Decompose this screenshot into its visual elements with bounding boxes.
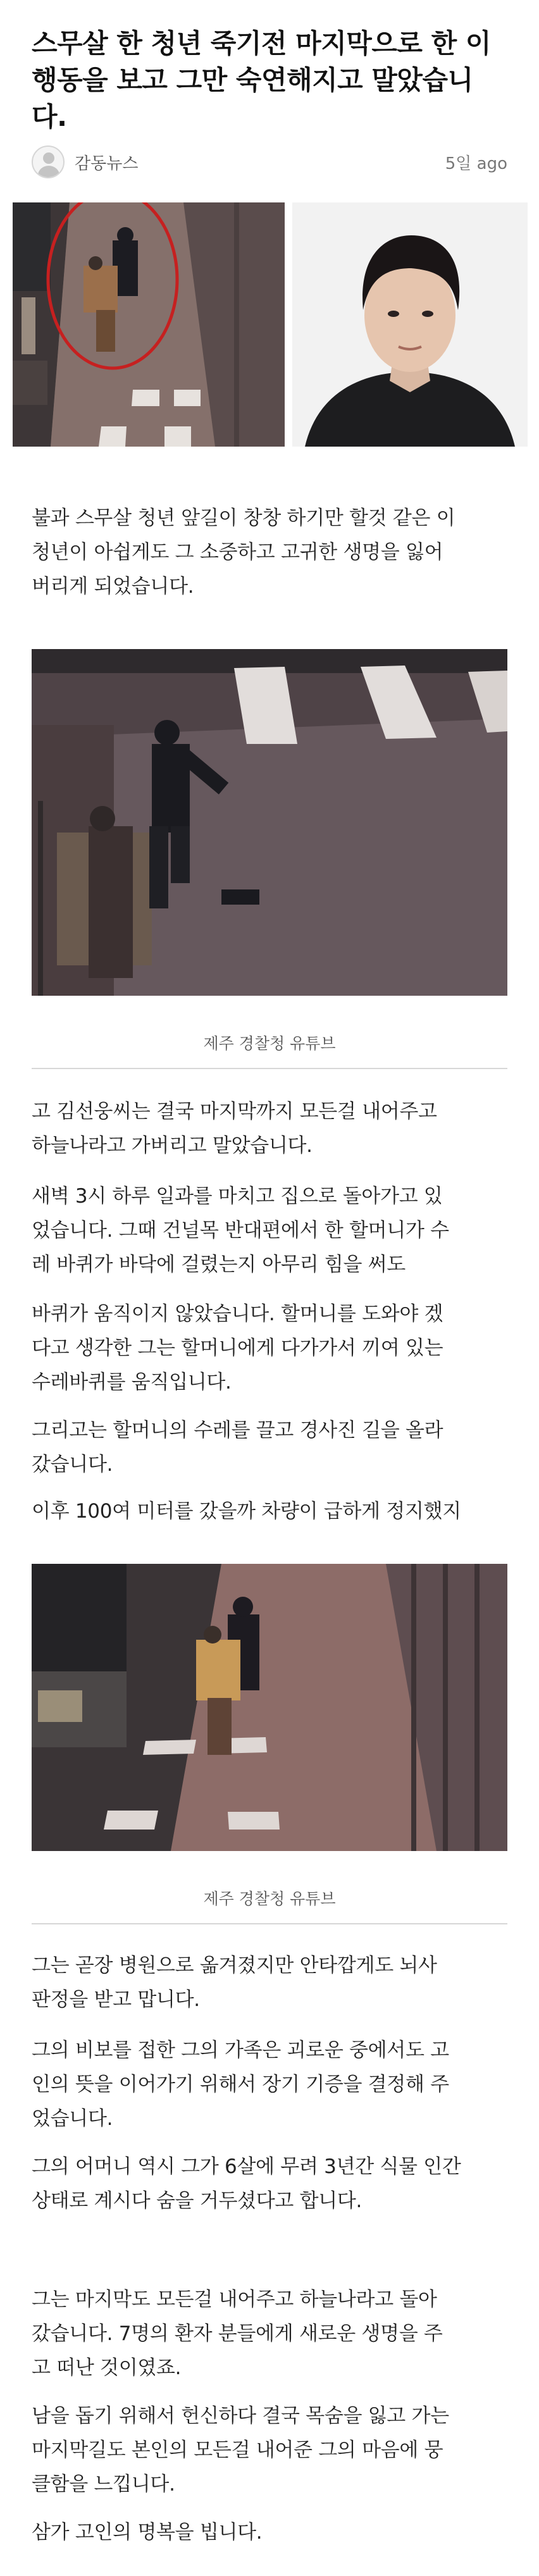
- byline: [32, 144, 507, 180]
- caption-divider: [32, 1923, 507, 1924]
- paragraph-line: 새벽 3시 하루 일과를 마치고 집으로 돌아가고 있: [32, 1185, 443, 1208]
- cctv-photo-circled-image: [13, 202, 285, 447]
- paragraph-line: 그의 비보를 접한 그의 가족은 괴로운 중에서도 고: [32, 2039, 449, 2062]
- paragraph-line: 삼가 고인의 명복을 빕니다.: [32, 2521, 263, 2544]
- portrait-photo: [292, 202, 528, 447]
- paragraph-line: 그리고는 할머니의 수레를 끌고 경사진 길을 올라: [32, 1419, 443, 1442]
- photo-caption: 제주 경찰청 유튜브: [203, 1890, 336, 1908]
- paragraph-line: 버리게 되었습니다.: [32, 575, 194, 598]
- paragraph: [32, 1413, 519, 1482]
- photo-caption: 제주 경찰청 유튜브: [203, 1034, 336, 1053]
- paragraph: [32, 1494, 519, 1528]
- paragraph-line: 다고 생각한 그는 할머니에게 다가가서 끼여 있는: [32, 1337, 443, 1359]
- paragraph-line: 하늘나라고 가버리고 말았습니다.: [32, 1134, 313, 1157]
- paragraph-line: 이후 100여 미터를 갔을까 차량이 급하게 정지했지: [32, 1500, 461, 1523]
- paragraph: [32, 2033, 519, 2136]
- paragraph-line: 그의 어머니 역시 그가 6살에 무려 3년간 식물 인간: [32, 2155, 461, 2178]
- cctv-photo-circled: [13, 202, 285, 447]
- paragraph-line: 불과 스무살 청년 앞길이 창창 하기만 할것 같은 이: [32, 507, 455, 529]
- paragraph-line: 상태로 계시다 숨을 거두셨다고 합니다.: [32, 2189, 362, 2212]
- paragraph-line: 그는 마지막도 모든걸 내어주고 하늘나라고 돌아: [32, 2288, 437, 2311]
- paragraph-line: 수레바퀴를 움직입니다.: [32, 1371, 232, 1394]
- headline-line: 스무살 한 청년 죽기전 마지막으로 한 이: [32, 28, 491, 59]
- paragraph: [32, 1297, 519, 1399]
- headline-line: 행동을 보고 그만 숙연해지고 말았습니: [32, 65, 473, 96]
- paragraph-line: 었습니다.: [32, 2107, 113, 2130]
- paragraph-line: 갔습니다. 7명의 환자 분들에게 새로운 생명을 주: [32, 2322, 443, 2345]
- paragraph: [32, 1094, 519, 1163]
- paragraph-line: 바퀴가 움직이지 않았습니다. 할머니를 도와야 겠: [32, 1303, 443, 1325]
- paragraph: [32, 2399, 519, 2501]
- paragraph-line: 었습니다. 그때 건널목 반대편에서 한 할머니가 수: [32, 1219, 449, 1242]
- paragraph: [32, 2150, 519, 2218]
- paragraph: [32, 1179, 519, 1282]
- article-headline: [32, 25, 512, 135]
- paragraph-line: 고 김선웅씨는 결국 마지막까지 모든걸 내어주고: [32, 1100, 437, 1123]
- paragraph: [32, 1948, 519, 2017]
- headline-line: 다.: [32, 101, 67, 132]
- paragraph-line: 갔습니다.: [32, 1453, 113, 1476]
- author-name[interactable]: 감동뉴스: [75, 154, 139, 173]
- author-avatar-icon[interactable]: [32, 146, 65, 178]
- paragraph: [32, 2282, 519, 2385]
- cctv-photo-helping: [32, 649, 507, 996]
- cctv-helping-image: [32, 649, 507, 996]
- paragraph-line: 그는 곧장 병원으로 옮겨졌지만 안타깝게도 뇌사: [32, 1954, 437, 1977]
- caption-divider: [32, 1068, 507, 1069]
- cctv-cart-image: [32, 1564, 507, 1851]
- portrait-image: [292, 202, 528, 447]
- paragraph-line: 고 떠난 것이였죠.: [32, 2356, 182, 2379]
- paragraph-line: 클함을 느낍니다.: [32, 2473, 175, 2496]
- paragraph-line: 판정을 받고 맙니다.: [32, 1988, 200, 2011]
- cctv-photo-cart: [32, 1564, 507, 1851]
- paragraph: [32, 2515, 519, 2549]
- paragraph-line: 인의 뜻을 이어가기 위해서 장기 기증을 결정해 주: [32, 2073, 449, 2096]
- paragraph-line: 청년이 아쉽게도 그 소중하고 고귀한 생명을 잃어: [32, 541, 443, 564]
- paragraph-line: 남을 돕기 위해서 헌신하다 결국 목숨을 잃고 가는: [32, 2405, 449, 2427]
- paragraph-line: 마지막길도 본인의 모든걸 내어준 그의 마음에 뭉: [32, 2439, 443, 2461]
- paragraph-line: 레 바퀴가 바닥에 걸렸는지 아무리 힘을 써도: [32, 1253, 406, 1276]
- paragraph: [32, 501, 519, 604]
- publish-date: 5일 ago: [445, 154, 507, 173]
